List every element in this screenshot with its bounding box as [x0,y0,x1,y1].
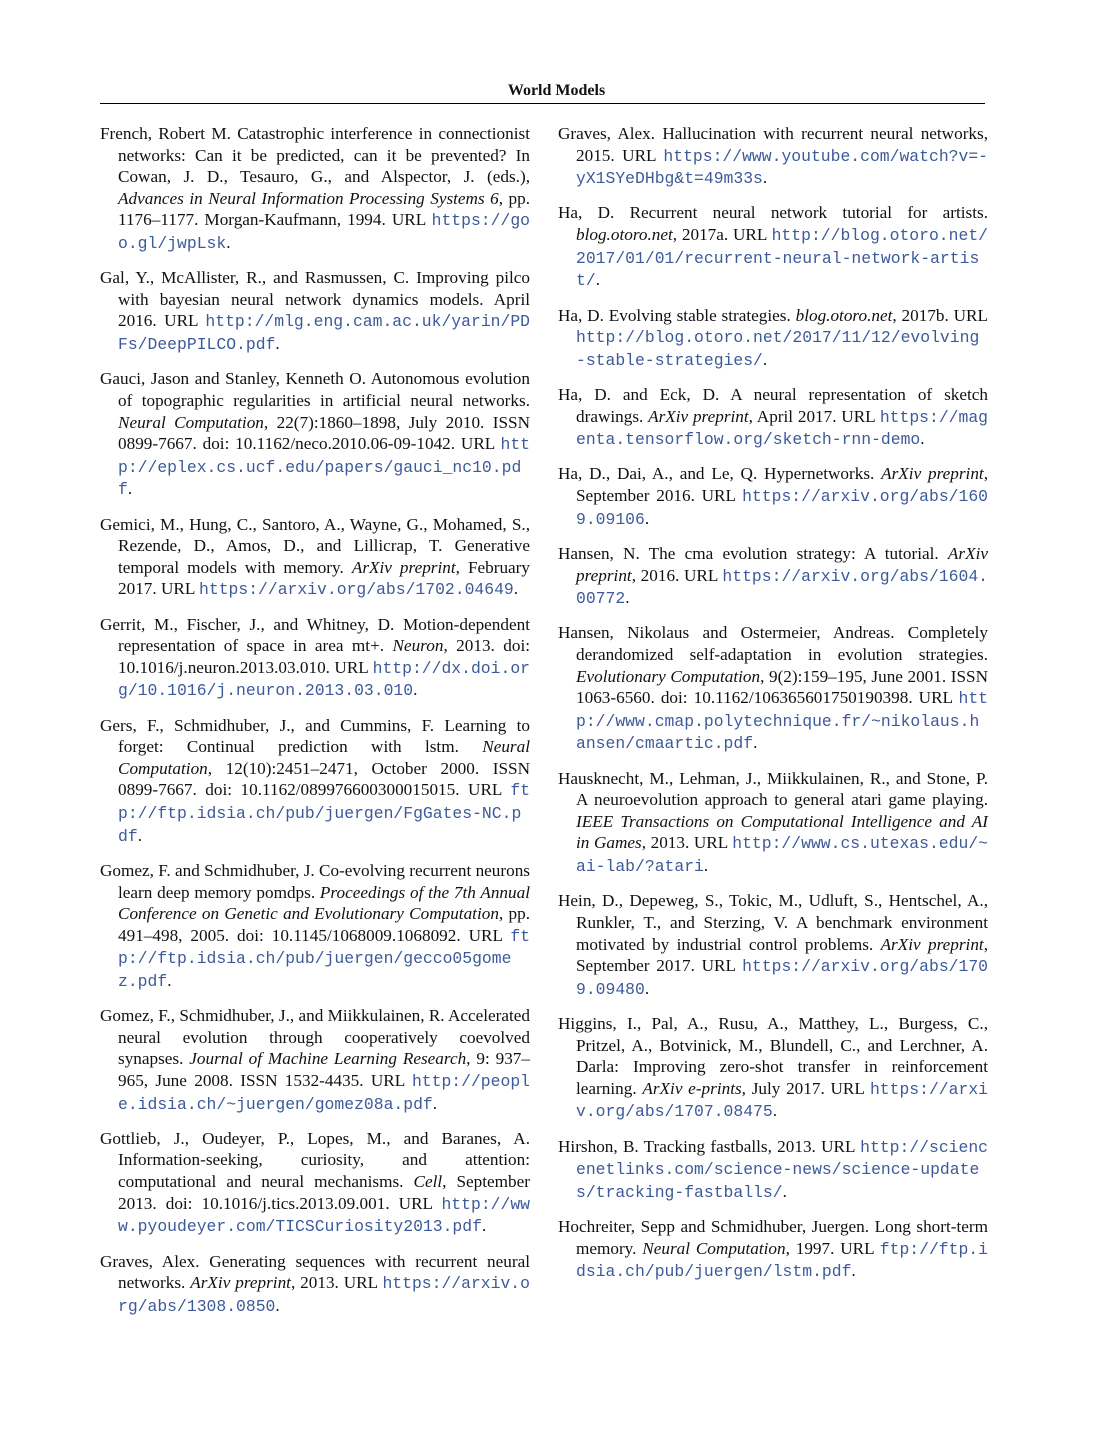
reference-text: Higgins, I., Pal, A., Rusu, A., Matthey, L., Burgess, C., Pritzel, A., Botvinick, M., Blundell, C., and Lerchner, A. Darla: Improving zero-shot transfer in reinforcement learning. [558,1013,988,1098]
reference-url-link[interactable]: http://www.pyoudeyer.com/TICSCuriosity2013.pdf [118,1194,530,1237]
reference-venue: IEEE Transactions on Computational Intelligence and AI in Games [576,811,988,853]
reference-text: . [481,1216,487,1236]
reference-text: , September 2013. doi: 10.1016/j.tics.2013.09.001. URL [118,1172,530,1213]
reference-text: , 12(10):2451–2471, October 2000. ISSN 0899-7667. doi: 10.1162/089976600300015015. URL [118,758,530,800]
reference-venue: Neural Computation [118,737,530,778]
reference-entry-hausknecht2013 [558,768,988,878]
reference-entry-ha2017b [558,305,988,372]
reference-text: , 2013. doi: 10.1016/j.neuron.2013.03.010. URL [118,636,530,677]
reference-text: . [762,349,768,369]
reference-entry-higgins2017 [558,1013,988,1123]
running-header-title: World Models [507,82,606,99]
reference-text: Hochreiter, Sepp and Schmidhuber, Juergen. Long short-term memory. [558,1217,988,1258]
reference-text: . [625,588,630,608]
reference-text: . [513,579,519,599]
reference-venue: ArXiv preprint [880,934,984,954]
reference-entry-hirshon2013 [558,1136,988,1204]
reference-text: , 9(2):159–195, June 2001. ISSN 1063-6560. doi: 10.1162/106365601750190398. URL [576,666,988,708]
reference-text: . [275,334,280,354]
reference-url-link[interactable]: http://www.cmap.polytechnique.fr/~nikolaus.hansen/cmaartic.pdf [576,689,988,754]
reference-text: . [226,232,231,252]
reference-url-link[interactable]: https://arxiv.org/abs/1609.09106 [576,487,988,529]
reference-entry-ha_eck2017 [558,384,988,451]
reference-text: . [782,1181,787,1201]
reference-text: Ha, D., Dai, A., and Le, Q. Hypernetworks. [558,464,882,484]
reference-entry-ha2016 [558,463,988,530]
reference-venue: Neural Computation [642,1238,786,1258]
reference-entry-graves2013 [100,1251,530,1318]
reference-url-link[interactable]: https://magenta.tensorflow.org/sketch-rnn-demo [576,407,989,450]
reference-text: , pp. 491–498, 2005. doi: 10.1145/1068009.1068092. URL [118,904,530,945]
reference-text: , 2017b. URL [892,305,989,325]
reference-url-link[interactable]: http://people.idsia.ch/~juergen/gomez08a.pdf [118,1071,530,1114]
reference-url-link[interactable]: https://arxiv.org/abs/1604.00772 [576,566,988,609]
reference-text: . [432,1093,438,1113]
reference-entry-gal2016 [100,267,530,355]
reference-venue: blog.otoro.net [576,225,673,245]
reference-text: , July 2017. URL [741,1078,870,1098]
reference-text: . [703,856,709,876]
reference-text: Gemici, M., Hung, C., Santoro, A., Wayne, G., Mohamed, S., Rezende, D., Amos, D., and Lillicrap, T. Generative temporal models with memory. [100,514,530,577]
reference-text: , 1997. URL [785,1238,880,1258]
reference-entry-gomez2005 [100,860,530,993]
reference-url-link[interactable]: ftp://ftp.idsia.ch/pub/juergen/FgGates-NC.pdf [118,781,530,846]
reference-text: Ha, D. and Eck, D. A neural representation of sketch drawings. [558,385,988,426]
reference-text: , 9: 937–965, June 2008. ISSN 1532-4435. URL [118,1049,530,1090]
reference-url-link[interactable]: http://eplex.cs.ucf.edu/papers/gauci_nc10.pdf [118,435,530,500]
reference-url-link[interactable]: http://dx.doi.org/10.1016/j.neuron.2013.03.010 [118,658,530,701]
reference-entry-hochreiter1997 [558,1216,988,1283]
reference-entry-graves2015 [558,123,988,190]
reference-text: Ha, D. Evolving stable strategies. [558,305,796,325]
reference-text: , pp. 1176–1177. Morgan-Kaufmann, 1994. URL [118,188,530,230]
reference-url-link[interactable]: https://www.youtube.com/watch?v=-yX1SYeDHbg&t=49m33s [576,146,988,189]
reference-venue: blog.otoro.net [795,305,893,325]
reference-text: Gerrit, M., Fischer, J., and Whitney, D. Motion-dependent representation of space in area mt+. [100,614,530,656]
reference-entry-gers2000 [100,715,530,848]
references-left-column [100,123,530,1330]
reference-text: . [762,168,768,188]
reference-entry-hansen2016 [558,543,988,610]
reference-text: . [127,479,133,499]
references-right-column [558,123,988,1296]
reference-text: , 2013. URL [641,833,733,853]
reference-text: , 2017a. URL [672,225,772,245]
reference-text: . [595,270,600,290]
reference-url-link[interactable]: https://arxiv.org/abs/1709.09480 [576,957,988,999]
reference-entry-gottlieb2013 [100,1128,530,1238]
reference-url-link[interactable]: https://arxiv.org/abs/1702.04649 [199,580,514,600]
reference-url-link[interactable]: http://blog.otoro.net/2017/11/12/evolving-stable-strategies/ [576,328,980,370]
reference-url-link[interactable]: ftp://ftp.idsia.ch/pub/juergen/gecco05gomez.pdf [118,926,530,991]
reference-text: . [275,1295,280,1315]
header-rule [100,103,985,104]
reference-url-link[interactable]: http://mlg.eng.cam.ac.uk/yarin/PDFs/DeepPILCO.pdf [118,312,530,355]
reference-entry-hein2017 [558,890,988,1000]
reference-entry-gerrit2013 [100,614,530,702]
reference-url-link[interactable]: https://arxiv.org/abs/1308.0850 [118,1274,530,1316]
reference-text: . [413,680,418,700]
reference-entry-ha2017a [558,202,988,291]
reference-text: , February 2017. URL [118,557,530,599]
reference-text: Gottlieb, J., Oudeyer, P., Lopes, M., and Baranes, A. Information-seeking, curiosity, and attention: computational and neural mechanisms. [100,1128,530,1192]
reference-text: Gers, F., Schmidhuber, J., and Cummins, F. Learning to forget: Continual prediction with lstm. [100,715,530,757]
reference-text: , September 2017. URL [576,934,989,976]
reference-url-link[interactable]: https://goo.gl/jwpLsk [118,211,530,253]
reference-venue: ArXiv preprint [190,1273,291,1293]
reference-text: , 22(7):1860–1898, July 2010. ISSN 0899-7667. doi: 10.1162/neco.2010.06-09-1042. URL [118,412,530,454]
reference-venue: ArXiv preprint [881,464,984,484]
reference-venue: Cell [413,1172,443,1192]
reference-entry-gomez2008 [100,1005,530,1115]
reference-url-link[interactable]: http://sciencenetlinks.com/science-news/science-updates/tracking-fastballs/ [576,1137,988,1202]
reference-text: , September 2016. URL [576,464,988,506]
reference-venue: ArXiv e-prints [642,1078,742,1098]
reference-text: . [644,508,650,528]
reference-text: Graves, Alex. Generating sequences with recurrent neural networks. [100,1251,530,1293]
reference-venue: Advances in Neural Information Processing Systems 6 [118,188,499,208]
reference-venue: ArXiv preprint [576,543,988,585]
reference-venue: ArXiv preprint [351,557,456,577]
reference-text: . [920,429,925,449]
reference-url-link[interactable]: https://arxiv.org/abs/1707.08475 [576,1079,988,1122]
reference-text: Hansen, Nikolaus and Ostermeier, Andreas. Completely derandomized self-adaptation in evolution strategies. [558,623,988,664]
reference-text: Hausknecht, M., Lehman, J., Miikkulainen, R., and Stone, P. A neuroevolution approach to general atari game playing. [558,768,988,810]
reference-text: , April 2017. URL [748,406,880,426]
reference-text: , 2016. URL [631,565,723,585]
reference-text: . [851,1261,856,1281]
reference-text: . [167,970,172,990]
reference-text: French, Robert M. Catastrophic interference in connectionist networks: Can it be predicted, can it be prevented? In Cowan, J. D., Tesauro, G., and Alspector, J. (eds.), [100,124,530,187]
reference-url-link[interactable]: http://www.cs.utexas.edu/~ai-lab/?atari [576,834,988,877]
reference-venue: ArXiv preprint [648,406,749,426]
reference-text: , 2013. URL [290,1273,383,1293]
reference-text: Graves, Alex. Hallucination with recurrent neural networks, 2015. URL [558,124,988,165]
reference-venue: Proceedings of the 7th Annual Conference on Genetic and Evolutionary Computation [118,882,530,924]
reference-url-link[interactable]: http://blog.otoro.net/2017/01/01/recurrent-neural-network-artist/ [576,226,988,291]
reference-text: . [753,733,758,753]
reference-venue: Evolutionary Computation [576,666,761,686]
reference-entry-gemici2017 [100,514,530,601]
reference-text: Gauci, Jason and Stanley, Kenneth O. Autonomous evolution of topographic regularities in artificial neural networks. [100,369,530,410]
reference-venue: Neuron [392,636,444,656]
reference-text: Gomez, F. and Schmidhuber, J. Co-evolving recurrent neurons learn deep memory pomdps. [100,860,530,902]
reference-text: Hirshon, B. Tracking fastballs, 2013. URL [558,1136,861,1156]
reference-venue: Journal of Machine Learning Research [189,1049,467,1069]
reference-text: . [772,1101,778,1121]
reference-venue: Neural Computation [118,412,264,432]
reference-text: Ha, D. Recurrent neural network tutorial for artists. [558,203,988,223]
reference-url-link[interactable]: ftp://ftp.idsia.ch/pub/juergen/lstm.pdf [576,1239,988,1282]
reference-entry-hansen2001 [558,622,988,755]
reference-text: . [644,978,650,998]
reference-text: Hein, D., Depeweg, S., Tokic, M., Udluft, S., Hentschel, A., Runkler, T., and Sterzing, V. A benchmark environment motivated by industrial control problems. [558,891,988,954]
reference-text: . [137,825,142,845]
reference-entry-french1994 [100,123,530,255]
reference-text: Gal, Y., McAllister, R., and Rasmussen, C. Improving pilco with bayesian neural network dynamics models. April 2016. URL [100,268,530,331]
reference-entry-gauci2010 [100,368,530,501]
reference-text: Gomez, F., Schmidhuber, J., and Miikkulainen, R. Accelerated neural evolution through cooperatively coevolved synapses. [100,1006,530,1069]
reference-text: Hansen, N. The cma evolution strategy: A tutorial. [558,543,948,563]
